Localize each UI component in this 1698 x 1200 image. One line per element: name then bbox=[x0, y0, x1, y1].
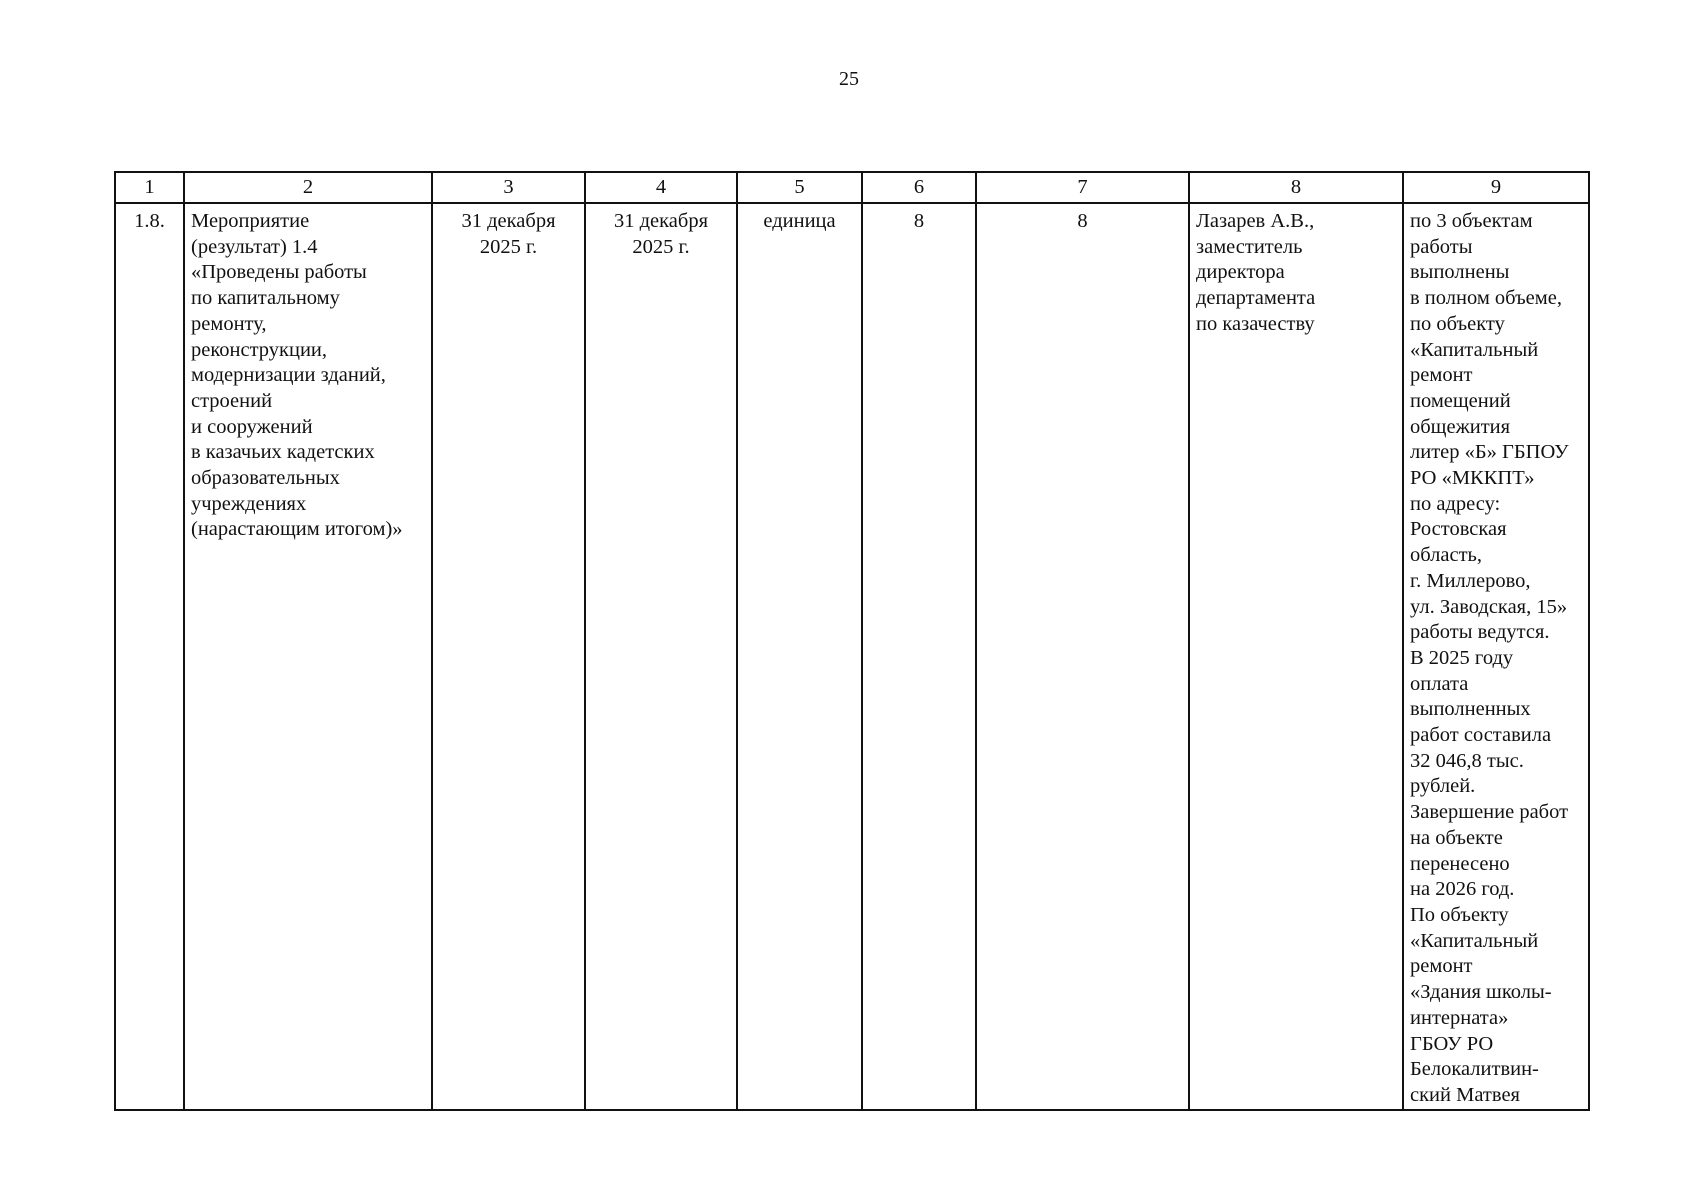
event-description-cell bbox=[184, 203, 432, 1110]
unit: единица bbox=[763, 210, 836, 232]
header-cell-4: 4 bbox=[585, 172, 737, 203]
plan-date: 31 декабря 2025 г. bbox=[461, 210, 556, 258]
plan-date-cell bbox=[432, 203, 585, 1110]
event-description: Мероприятие (результат) 1.4 «Проведены работы по капитальному ремонту, реконструкции, модернизации зданий, строений и сооружений в казачьих кадетских образовательных учреждениях (нарастающим итогом)» bbox=[191, 210, 403, 541]
responsible-person: Лазарев А.В., заместитель директора департамента по казачеству bbox=[1196, 210, 1316, 335]
header-cell-7: 7 bbox=[976, 172, 1189, 203]
fact-date: 31 декабря 2025 г. bbox=[613, 210, 708, 258]
table-row bbox=[115, 203, 1589, 1110]
header-cell-1: 1 bbox=[115, 172, 184, 203]
report-table bbox=[114, 171, 1590, 1111]
header-cell-2: 2 bbox=[184, 172, 432, 203]
page-number: 25 bbox=[839, 68, 859, 90]
responsible-cell bbox=[1189, 203, 1403, 1110]
notes: по 3 объектам работы выполнены в полном объеме, по объекту «Капитальный ремонт помещений общежития литер «Б» ГБПОУ РО «МККПТ» по адресу: Ростовская область, г. Миллерово, ул. Заводская, 15» работы ведутся. В 2025 году оплата выполненных работ составила 32 046,8 тыс. рублей. Завершение работ на объекте перенесено на 2026 год. По объекту «Капитальный ремонт «Здания школы- интерната» ГБОУ РО Белокалитвин- ский Матвея bbox=[1410, 210, 1569, 1106]
unit-cell bbox=[737, 203, 862, 1110]
header-cell-3: 3 bbox=[432, 172, 585, 203]
plan-value-cell bbox=[862, 203, 976, 1110]
header-cell-6: 6 bbox=[862, 172, 976, 203]
notes-cell bbox=[1403, 203, 1589, 1110]
header-cell-8: 8 bbox=[1189, 172, 1403, 203]
fact-value-cell bbox=[976, 203, 1189, 1110]
plan-value: 8 bbox=[913, 210, 925, 232]
header-cell-5: 5 bbox=[737, 172, 862, 203]
fact-value: 8 bbox=[1077, 210, 1088, 232]
row-number bbox=[115, 203, 184, 1110]
fact-date-cell bbox=[585, 203, 737, 1110]
header-cell-9: 9 bbox=[1403, 172, 1589, 203]
row-number-text: 1.8. bbox=[134, 210, 165, 232]
header-row bbox=[115, 172, 1589, 203]
